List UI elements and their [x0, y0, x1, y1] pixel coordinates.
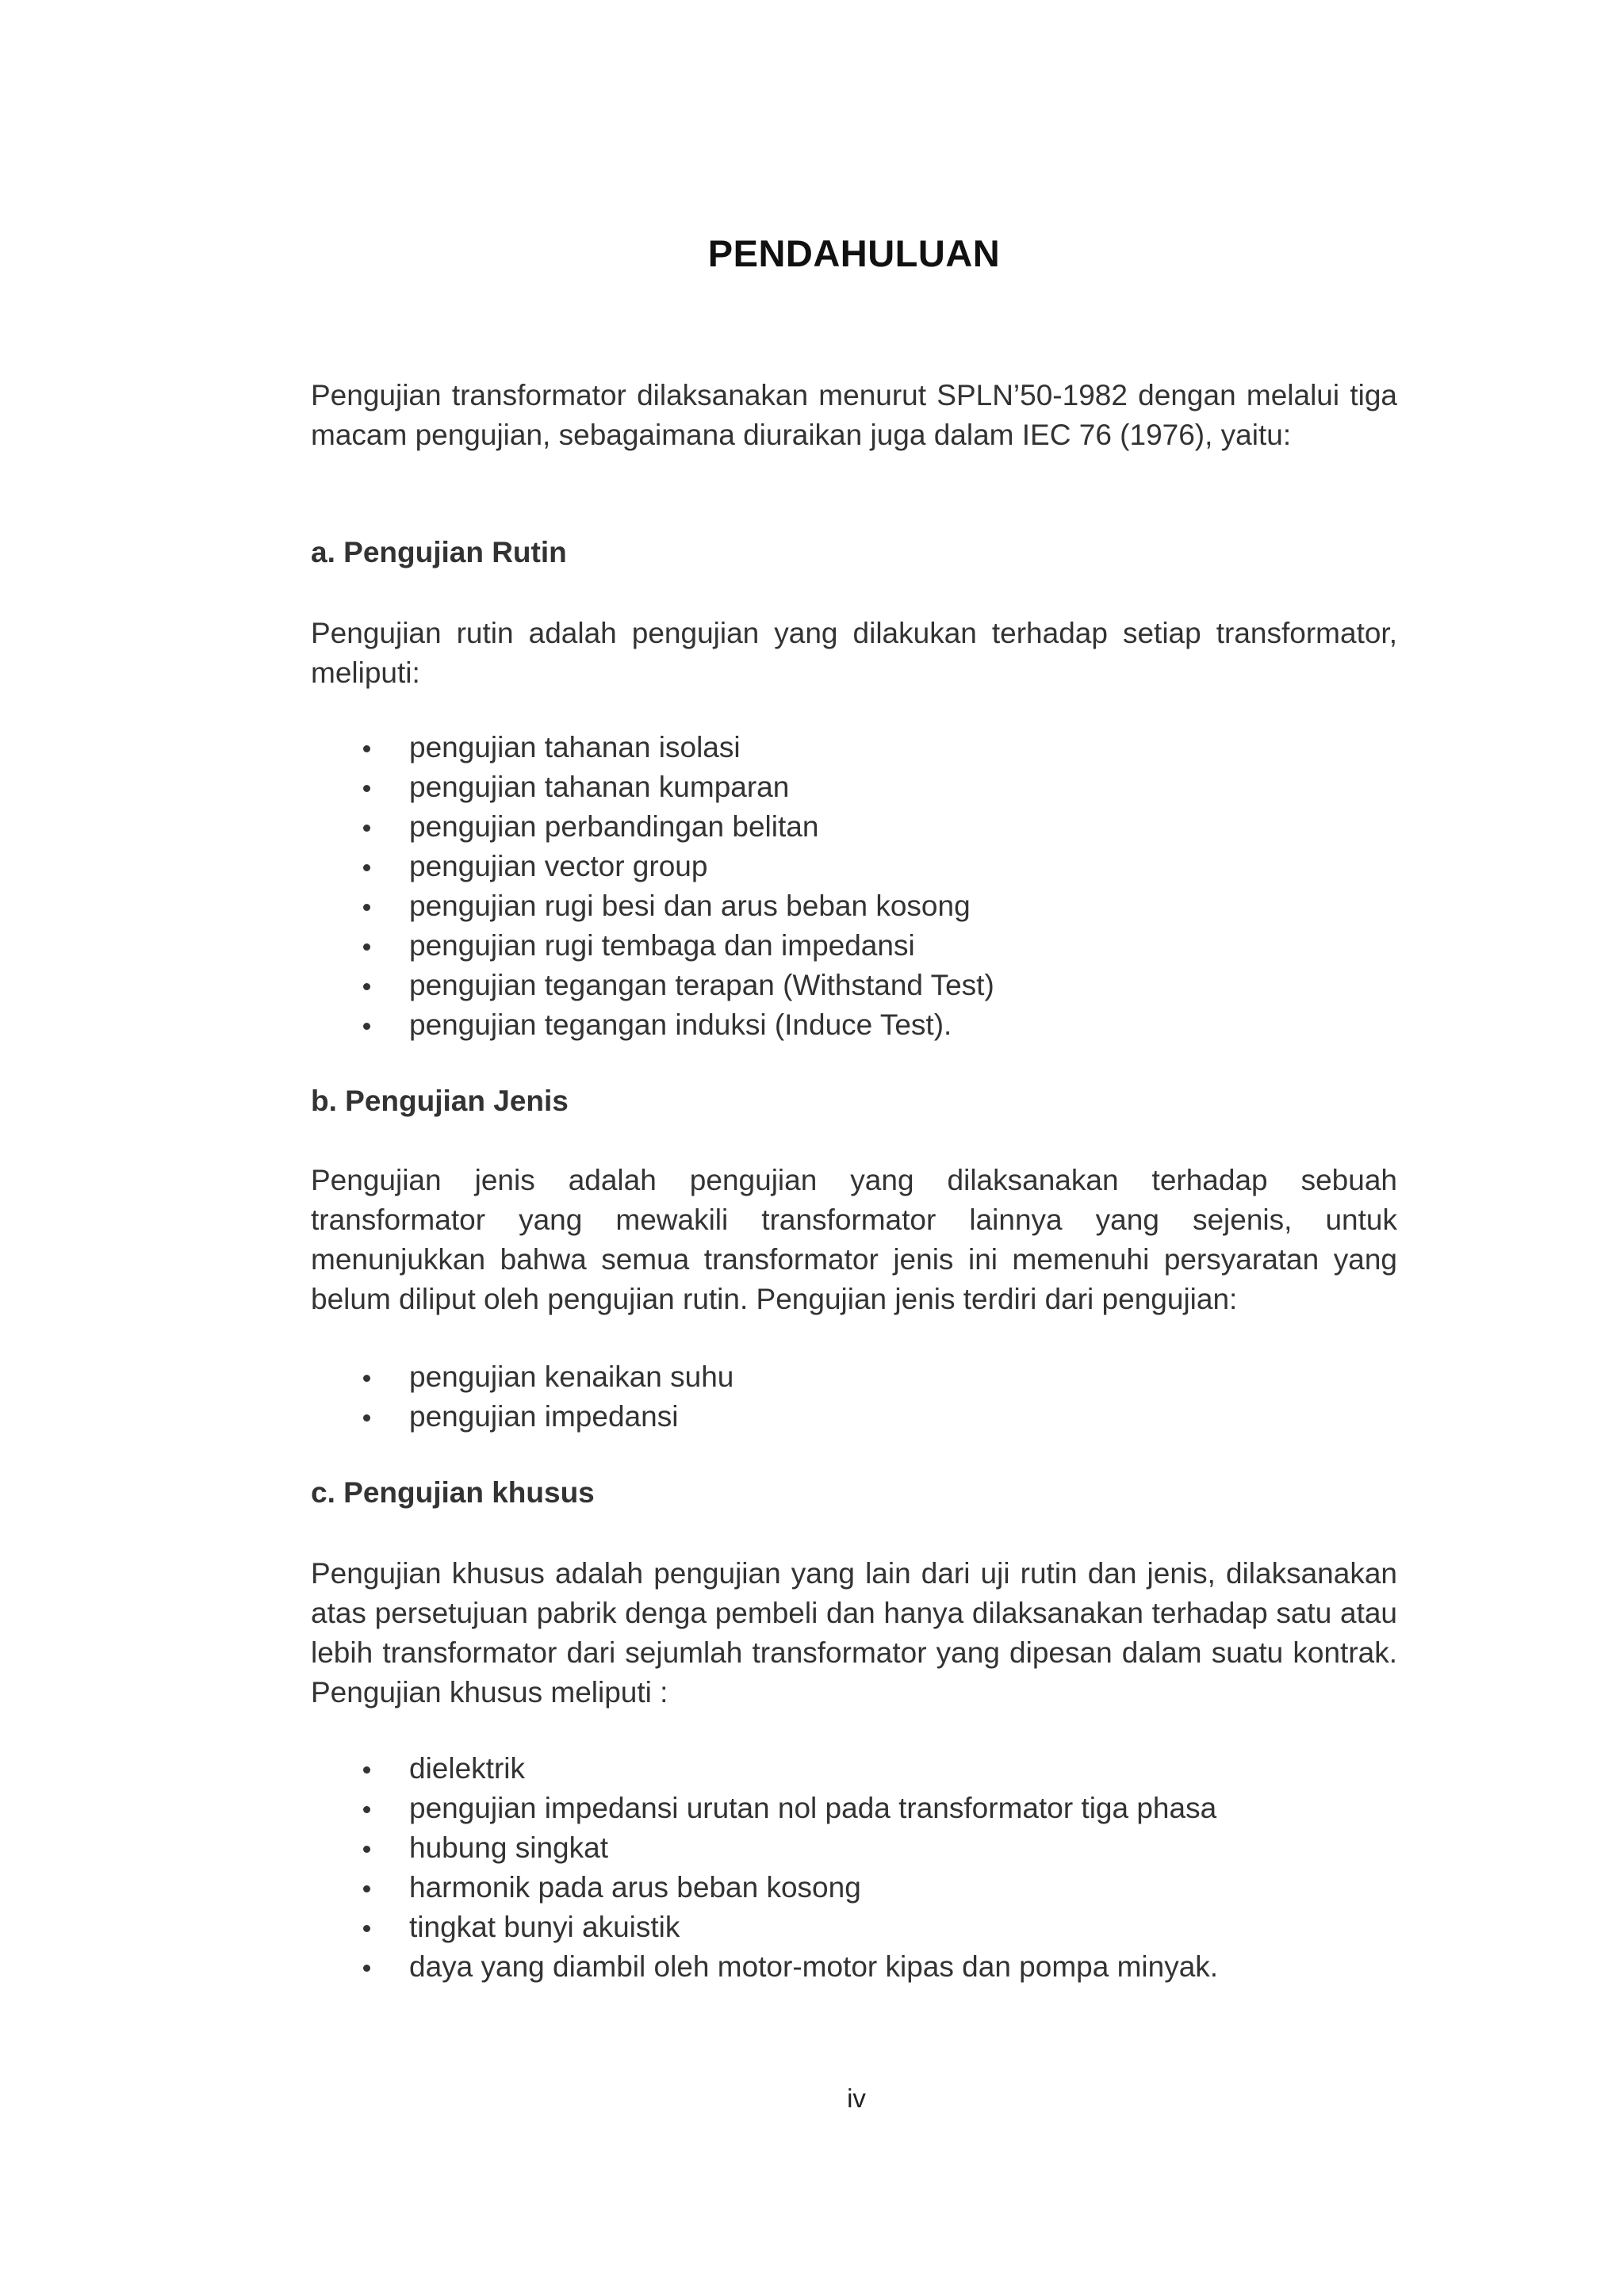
- list-item: daya yang diambil oleh motor-motor kipas dan pompa minyak.: [311, 1947, 1397, 1987]
- page-number: iv: [847, 2084, 866, 2113]
- list-item: dielektrik: [311, 1749, 1397, 1789]
- list-item: pengujian impedansi: [311, 1397, 1397, 1437]
- section-b-heading: b. Pengujian Jenis: [311, 1085, 569, 1117]
- list-item: pengujian tegangan induksi (Induce Test).: [311, 1005, 1397, 1045]
- list-item: pengujian impedansi urutan nol pada transformator tiga phasa: [311, 1789, 1397, 1828]
- list-item: pengujian rugi besi dan arus beban kosong: [311, 886, 1397, 926]
- section-a-paragraph-block: [311, 614, 1397, 693]
- intro-paragraph: Pengujian transformator dilaksanakan menurut SPLN’50-1982 dengan melalui tiga macam pengujian, sebagaimana diuraikan juga dalam IEC 76 (1976), yaitu:: [311, 379, 1397, 451]
- section-a-list: [311, 728, 1397, 1045]
- section-c-list: [311, 1749, 1397, 1987]
- section-c-paragraph-block: [311, 1554, 1397, 1712]
- page-title: PENDAHULUAN: [707, 232, 1001, 274]
- section-c-paragraph: Pengujian khusus adalah pengujian yang lain dari uji rutin dan jenis, dilaksanakan atas persetujuan pabrik denga pembeli dan hanya dilaksanakan terhadap satu atau lebih transformator dari sejumlah transformator yang dipesan dalam suatu kontrak. Pengujian khusus meliputi :: [311, 1557, 1397, 1709]
- list-item: pengujian perbandingan belitan: [311, 807, 1397, 847]
- list-item: harmonik pada arus beban kosong: [311, 1868, 1397, 1908]
- list-item: pengujian tahanan isolasi: [311, 728, 1397, 767]
- section-a-heading: a. Pengujian Rutin: [311, 536, 567, 568]
- list-item: pengujian rugi tembaga dan impedansi: [311, 926, 1397, 966]
- list-item: pengujian kenaikan suhu: [311, 1357, 1397, 1397]
- section-b-paragraph: Pengujian jenis adalah pengujian yang dilaksanakan terhadap sebuah transformator yang mewakili transformator lainnya yang sejenis, untuk menunjukkan bahwa semua transformator jenis ini memenuhi persyaratan yang belum diliput oleh pengujian rutin. Pengujian jenis terdiri dari pengujian:: [311, 1164, 1397, 1315]
- section-c-heading: c. Pengujian khusus: [311, 1476, 595, 1509]
- list-item: pengujian vector group: [311, 847, 1397, 886]
- section-a-paragraph: Pengujian rutin adalah pengujian yang dilakukan terhadap setiap transformator, meliputi:: [311, 617, 1397, 689]
- list-item: hubung singkat: [311, 1828, 1397, 1868]
- section-b-list: [311, 1357, 1397, 1437]
- list-item: pengujian tahanan kumparan: [311, 767, 1397, 807]
- list-item: pengujian tegangan terapan (Withstand Test): [311, 966, 1397, 1005]
- intro-paragraph-block: [311, 376, 1397, 455]
- list-item: tingkat bunyi akuistik: [311, 1908, 1397, 1947]
- section-b-paragraph-block: [311, 1161, 1397, 1319]
